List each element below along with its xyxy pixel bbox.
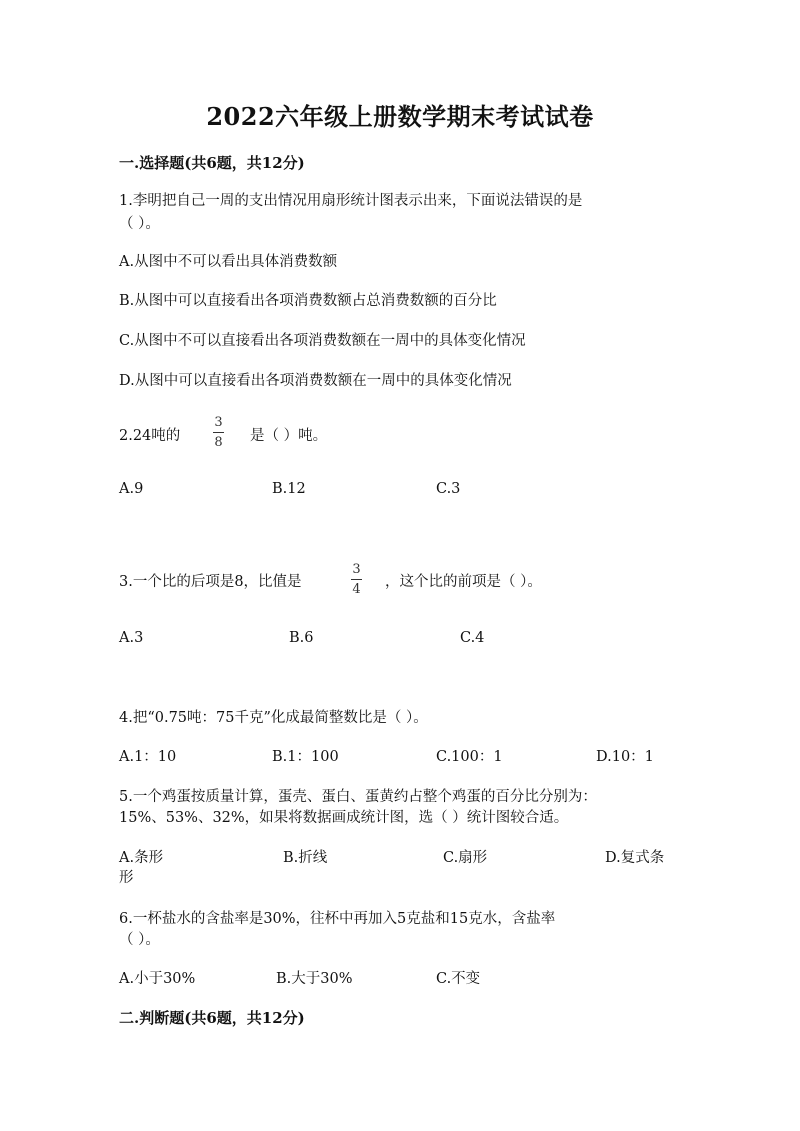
q1-stem-line2: （ ）。 (119, 216, 160, 232)
q1-stem-line1: 1.李明把自己一周的支出情况用扇形统计图表示出来，下面说法错误的是 (119, 193, 583, 209)
q1-option-d: D.从图中可以直接看出各项消费数额在一周中的具体变化情况 (119, 373, 512, 389)
q2-option-b: B.12 (272, 481, 306, 497)
q4-stem: 4.把“0.75吨：75千克”化成最简整数比是（ ）。 (119, 710, 428, 726)
q5-option-a: A.条形 (119, 850, 164, 866)
q4-option-a: A.1：10 (119, 749, 177, 765)
q6-option-b: B.大于30% (276, 971, 353, 987)
q3-fraction-numerator: 3 (352, 562, 361, 577)
q2-fraction-numerator: 3 (214, 415, 223, 430)
section-heading-judgment: 二.判断题(共6题，共12分) (119, 1009, 305, 1027)
q2-option-c: C.3 (436, 481, 461, 497)
fraction-bar (351, 579, 362, 580)
q5-stem-line1: 5.一个鸡蛋按质量计算，蛋壳、蛋白、蛋黄约占整个鸡蛋的百分比分别为： (119, 789, 597, 805)
q1-option-b: B.从图中可以直接看出各项消费数额占总消费数额的百分比 (119, 293, 497, 309)
page-title: 2022六年级上册数学期末考试试卷 (206, 102, 594, 131)
q2-option-a: A.9 (119, 481, 144, 497)
q3-fraction-denominator: 4 (352, 582, 361, 597)
q6-stem-line2: （ ）。 (119, 932, 160, 948)
q3-option-c: C.4 (460, 630, 485, 646)
q3-option-a: A.3 (119, 630, 144, 646)
q2-fraction-denominator: 8 (214, 435, 223, 450)
q2-fraction (213, 416, 224, 449)
q5-option-b: B.折线 (283, 850, 328, 866)
q3-option-b: B.6 (289, 630, 314, 646)
section-heading-choice: 一.选择题(共6题，共12分) (119, 154, 305, 172)
q5-option-d: D.复式条 (605, 850, 665, 866)
q2-stem-pre: 2.24吨的 (119, 428, 181, 444)
q4-option-c: C.100：1 (436, 749, 503, 765)
q5-stem-line2: 15%、53%、32%，如果将数据画成统计图，选（ ）统计图较合适。 (119, 810, 569, 826)
q4-option-b: B.1：100 (272, 749, 339, 765)
q3-stem-post: ，这个比的前项是（ ）。 (385, 574, 542, 590)
q5-option-c: C.扇形 (443, 850, 488, 866)
q6-option-a: A.小于30% (119, 971, 196, 987)
q1-option-c: C.从图中不可以直接看出各项消费数额在一周中的具体变化情况 (119, 333, 526, 349)
q6-option-c: C.不变 (436, 971, 481, 987)
q5-option-d-wrap: 形 (119, 870, 134, 886)
q6-stem-line1: 6.一杯盐水的含盐率是30%，往杯中再加入5克盐和15克水，含盐率 (119, 911, 556, 927)
q2-stem-post: 是（ ）吨。 (250, 428, 328, 444)
q3-stem-pre: 3.一个比的后项是8，比值是 (119, 574, 302, 590)
q4-option-d: D.10：1 (596, 749, 654, 765)
fraction-bar (213, 432, 224, 433)
q1-option-a: A.从图中不可以看出具体消费数额 (119, 254, 338, 270)
q3-fraction (351, 563, 362, 596)
